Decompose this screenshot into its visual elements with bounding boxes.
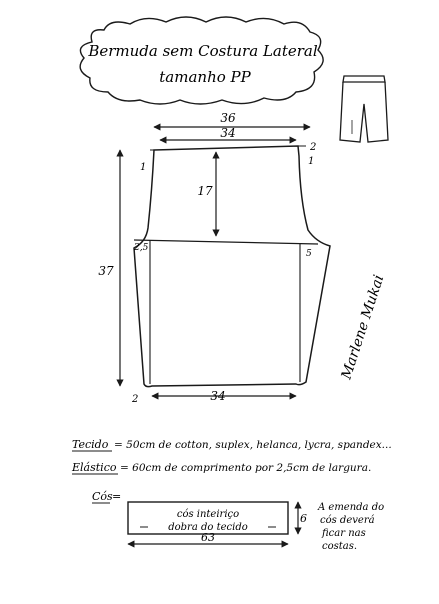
dimension-34-hem-label: 34 — [210, 389, 226, 403]
dimension-63-label: 63 — [201, 531, 215, 544]
waistband-note-line2: cós deverá — [320, 515, 375, 526]
title-line1: Bermuda sem Costura Lateral — [88, 42, 318, 60]
crotch-line — [134, 240, 318, 244]
dimension-6-label: 6 — [300, 512, 307, 525]
signature: Marlene Mukai — [338, 273, 388, 382]
title-line2: tamanho PP — [159, 68, 251, 86]
waistband-fold-text: dobra do tecido — [168, 522, 248, 533]
label-right-top-2: 2 — [310, 142, 317, 153]
label-right-crotch: 5 — [306, 249, 312, 259]
waistband-note-line3: ficar nas — [322, 528, 366, 539]
waistband-note-line1: A emenda do — [318, 502, 385, 513]
dimension-34-top-label: 34 — [220, 126, 236, 140]
elastico-value: = 60cm de comprimento por 2,5cm de largura. — [120, 462, 372, 474]
dimension-37-label: 37 — [98, 264, 114, 278]
tecido-value: = 50cm de cotton, suplex, helanca, lycra, spandex... — [114, 439, 392, 451]
dimension-36-label: 36 — [220, 111, 236, 125]
label-left-crotch: 2,5 — [134, 243, 149, 253]
label-right-top-1: 1 — [308, 156, 315, 167]
dimension-17-label: 17 — [197, 184, 213, 198]
cos-equals: = — [112, 490, 122, 503]
bermuda-thumbnail — [340, 76, 388, 142]
elastico-label: Elástico — [72, 461, 117, 474]
label-left-top-1: 1 — [140, 162, 147, 173]
tecido-label: Tecido — [72, 438, 109, 451]
cos-label: Cós — [92, 490, 113, 503]
label-bottom-left-2: 2 — [132, 394, 139, 405]
pattern-piece-outline — [134, 146, 330, 387]
title-cloud-outline — [80, 17, 323, 104]
waistband-note-line4: costas. — [322, 541, 358, 552]
waistband-inner-text: cós inteiriço — [176, 509, 240, 520]
